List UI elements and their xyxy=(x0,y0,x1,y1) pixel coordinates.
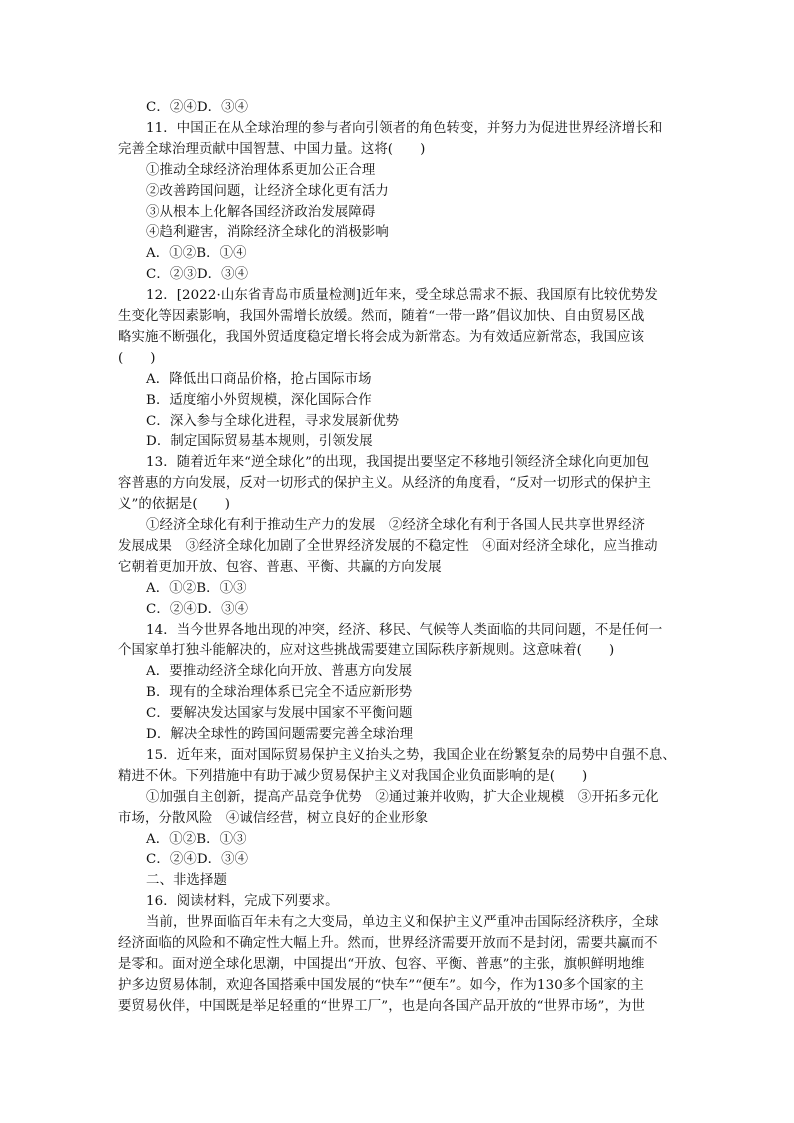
text-line: 它朝着更加开放、包容、普惠、平衡、共赢的方向发展 xyxy=(118,559,442,575)
text-line: 市场，分散风险 ④诚信经营，树立良好的企业形象 xyxy=(118,810,429,826)
text-line: B．适度缩小外贸规模，深化国际合作 xyxy=(146,392,372,408)
text-line: C．②④D．③④ xyxy=(146,601,249,617)
text-line: 11．中国正在从全球治理的参与者向引领者的角色转变，并努力为促进世界经济增长和 xyxy=(146,120,663,136)
text-line: D．制定国际贸易基本规则，引领发展 xyxy=(146,434,373,450)
text-line: C．②③D．③④ xyxy=(146,267,249,283)
text-line: 经济面临的风险和不确定性大幅上升。然而，世界经济需要开放而不是封闭，需要共赢而不 xyxy=(118,936,658,951)
text-line: 义”的依据是( ) xyxy=(118,497,231,513)
text-line: 13．随着近年来“逆全球化”的出现，我国提出要坚定不移地引领经济全球化向更加包 xyxy=(146,455,650,471)
text-line: ①推动全球经济治理体系更加公正合理 xyxy=(146,162,376,178)
text-line: ①加强自主创新，提高产品竞争优势 ②通过兼并收购，扩大企业规模 ③开拓多元化 xyxy=(146,789,659,805)
text-line: ②改善跨国问题，让经济全球化更有活力 xyxy=(146,183,389,199)
text-line: 生变化等因素影响，我国外需增长放缓。然而，随着“一带一路”倡议加快、自由贸易区战 xyxy=(118,309,645,324)
text-line: 要贸易伙伴，中国既是举足轻重的“世界工厂”，也是向各国产品开放的“世界市场”，为世 xyxy=(118,998,645,1014)
text-line: C．深入参与全球化进程，寻求发展新优势 xyxy=(146,413,400,429)
text-line: 二、非选择题 xyxy=(146,873,227,889)
text-line: B．现有的全球治理体系已完全不适应新形势 xyxy=(146,685,413,701)
text-line: 完善全球治理贡献中国智慧、中国力量。这将( ) xyxy=(118,141,426,157)
text-line: A．①②B．①③ xyxy=(146,580,247,596)
text-line: 是零和。面对逆全球化思潮，中国提出“开放、包容、平衡、普惠”的主张，旗帜鲜明地维 xyxy=(118,956,645,972)
text-line: C．②④D．③④ xyxy=(146,100,249,115)
text-line: 护多边贸易体制，欢迎各国搭乘中国发展的“快车”“便车”。如今，作为130多个国家的主 xyxy=(118,977,644,993)
text-line: C．②④D．③④ xyxy=(146,852,249,868)
text-line: 容普惠的方向发展，反对一切形式的保护主义。从经济的角度看，“反对一切形式的保护主 xyxy=(118,476,652,492)
text-line: 16．阅读材料，完成下列要求。 xyxy=(146,894,339,910)
text-line: A．降低出口商品价格，抢占国际市场 xyxy=(146,371,372,387)
text-line: A．要推动经济全球化向开放、普惠方向发展 xyxy=(146,664,413,680)
text-line: 发展成果 ③经济全球化加剧了全世界经济发展的不稳定性 ④面对经济全球化，应当推动 xyxy=(118,538,658,554)
text-line: 精进不休。下列措施中有助于减少贸易保护主义对我国企业负面影响的是( ) xyxy=(118,768,588,784)
text-line: D．解决全球性的跨国问题需要完善全球治理 xyxy=(146,727,414,742)
text-line: ④趋利避害，消除经济全球化的消极影响 xyxy=(146,225,389,241)
text-line: ( ) xyxy=(118,350,156,366)
text-line: C．要解决发达国家与发展中国家不平衡问题 xyxy=(146,706,413,722)
text-line: 12．[2022·山东省青岛市质量检测]近年来，受全球总需求不振、我国原有比较优势发 xyxy=(146,288,658,304)
text-line: 14．当今世界各地出现的冲突，经济、移民、气候等人类面临的共同问题，不是任何一 xyxy=(146,622,663,638)
text-line: A．①②B．①③ xyxy=(146,831,247,847)
text-line: ③从根本上化解各国经济政治发展障碍 xyxy=(146,204,376,220)
text-line: A．①②B．①④ xyxy=(146,246,247,262)
text-line: ①经济全球化有利于推动生产力的发展 ②经济全球化有利于各国人民共享世界经济 xyxy=(146,518,646,533)
text-line: 略实施不断强化，我国外贸适度稳定增长将会成为新常态。为有效适应新常态，我国应该 xyxy=(118,329,645,345)
text-line: 当前，世界面临百年未有之大变局，单边主义和保护主义严重冲击国际经济秩序，全球 xyxy=(146,915,659,931)
text-line: 15．近年来，面对国际贸易保护主义抬头之势，我国企业在纷繁复杂的局势中自强不息、 xyxy=(146,747,676,763)
text-line: 个国家单打独斗能解决的，应对这些挑战需要建立国际秩序新规则。这意味着( ) xyxy=(118,643,615,659)
